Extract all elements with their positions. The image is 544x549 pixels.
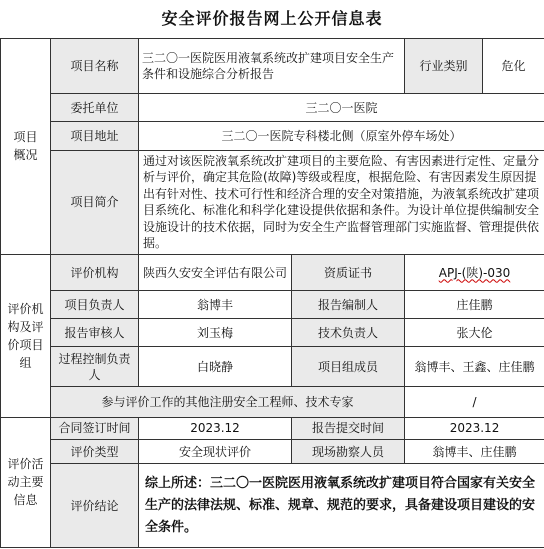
writer-value: 庄佳鹏 <box>405 291 544 318</box>
conclusion-value: 综上所述：三二〇一医院医用液氧系统改扩建项目符合国家有关安全生产的法律法规、标准、规章、规范的要求，具备建设项目建设的安全条件。 <box>139 464 544 548</box>
lead-value: 翁博丰 <box>139 291 292 318</box>
members-value: 翁博丰、王鑫、庄佳鹏 <box>405 347 544 387</box>
submit-date-value: 2023.12 <box>405 417 544 439</box>
submit-date-label: 报告提交时间 <box>292 417 405 439</box>
section-project-overview: 项目 概况 <box>1 39 51 255</box>
client-label: 委托单位 <box>51 93 139 122</box>
cert-value: APJ-(陕)-030 <box>405 254 544 291</box>
conclusion-label: 评价结论 <box>51 464 139 548</box>
lead-label: 项目负责人 <box>51 291 139 318</box>
section-activity: 评价活 动主要 信息 <box>1 417 51 547</box>
project-name-label: 项目名称 <box>51 39 139 94</box>
contract-date-value: 2023.12 <box>139 417 292 439</box>
reviewer-value: 刘玉梅 <box>139 318 292 347</box>
eval-type-label: 评价类型 <box>51 440 139 464</box>
industry-value: 危化 <box>483 39 544 94</box>
intro-value: 通过对该医院液氧系统改扩建项目的主要危险、有害因素进行定性、定量分析与评价，确定其危险(故障)等级或程度，根据危险、有害因素发生原因提出有针对性、技术可行性和经济合理的安全对策措施，为液氧系统改扩建项目系统化、标准化和科学化建设提供依据和条件。为设计单位提供编制安全设施设计的技术依据，同时为安全生产监督管理部门实施监督、管理提供依据。 <box>139 150 544 254</box>
tech-value: 张大伦 <box>405 318 544 347</box>
tech-label: 技术负责人 <box>292 318 405 347</box>
process-control-value: 白晓静 <box>139 347 292 387</box>
members-label: 项目组成员 <box>292 347 405 387</box>
industry-label: 行业类别 <box>405 39 483 94</box>
client-value: 三二〇一医院 <box>139 93 544 122</box>
other-experts-label: 参与评价工作的其他注册安全工程师、技术专家 <box>51 387 405 418</box>
survey-staff-label: 现场勘察人员 <box>292 440 405 464</box>
intro-label: 项目简介 <box>51 150 139 254</box>
contract-date-label: 合同签订时间 <box>51 417 139 439</box>
page-title: 安全评价报告网上公开信息表 <box>161 9 383 28</box>
section-organization: 评价机 构及评 价项目 组 <box>1 254 51 417</box>
writer-label: 报告编制人 <box>292 291 405 318</box>
other-experts-value: / <box>405 387 544 418</box>
agency-value: 陕西久安安全评估有限公司 <box>139 254 292 291</box>
survey-staff-value: 翁博丰、庄佳鹏 <box>405 440 544 464</box>
info-table <box>0 38 544 548</box>
process-control-label: 过程控制负责人 <box>51 347 139 387</box>
address-value: 三二〇一医院专科楼北侧（原室外停车场处） <box>139 122 544 151</box>
agency-label: 评价机构 <box>51 254 139 291</box>
address-label: 项目地址 <box>51 122 139 151</box>
project-name-value: 三二〇一医院医用液氧系统改扩建项目安全生产条件和设施综合分析报告 <box>139 39 405 94</box>
eval-type-value: 安全现状评价 <box>139 440 292 464</box>
cert-label: 资质证书 <box>292 254 405 291</box>
reviewer-label: 报告审核人 <box>51 318 139 347</box>
